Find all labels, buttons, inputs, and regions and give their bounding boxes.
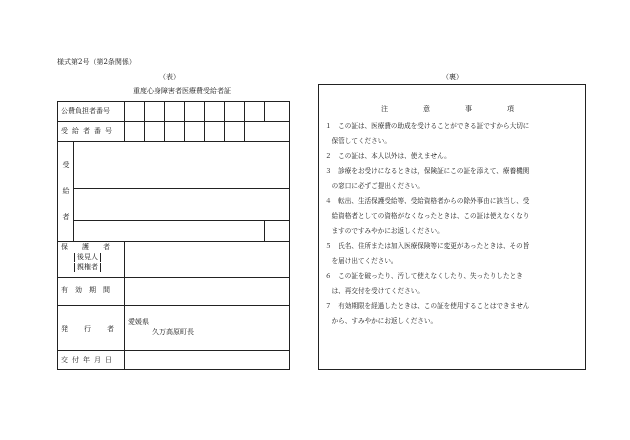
digit-cell-divider (224, 102, 225, 121)
digit-cell-divider (184, 102, 185, 121)
guardian-sub-label-2: 親権者 (74, 263, 101, 272)
issue-date-label: 交付年月日 (61, 356, 116, 364)
back-notes-panel (318, 84, 586, 370)
row-divider (58, 277, 289, 278)
issuer-label: 発行者 (61, 325, 130, 333)
note-line: ３ 診療をお受けになるときは，保険証にこの証を添えて、療養機関 (325, 167, 530, 175)
row-divider (58, 241, 289, 242)
front-form (57, 101, 290, 370)
validity-period-label: 有効期間 (61, 286, 117, 294)
digit-cell-divider (264, 102, 265, 121)
col-divider (124, 102, 125, 141)
note-line: ７ 有効期限を経過したときは、この証を使用することはできません (325, 302, 530, 310)
recipient-char: 給 (62, 187, 70, 195)
guardian-sub-label-1: 後見人 (74, 253, 101, 262)
note-line: ５ 氏名、住所または加入医療保険等に変更があったときは、その旨 (325, 242, 530, 250)
digit-cell-divider (204, 121, 205, 141)
digit-cell-divider (244, 121, 245, 141)
row-divider (73, 188, 289, 189)
note-line: 給資格者としての資格がなくなったときは、この証は使えなくなり (325, 212, 530, 220)
front-side-label: （表） (159, 73, 180, 81)
recipient-label-vertical (61, 160, 71, 222)
row-divider (58, 350, 289, 351)
note-line: ４ 転出、生活保護受給等、受給資格者からの除外事由に該当し、受 (325, 197, 530, 205)
back-side-label: （裏） (442, 73, 463, 81)
recipient-number-text: 受給者番号 (61, 127, 116, 135)
note-line: 保管してください。 (325, 137, 391, 145)
digit-cell-divider (224, 121, 225, 141)
page-title: 重度心身障害者医療費受給者証 (133, 87, 231, 95)
col-divider (264, 220, 265, 241)
digit-cell-divider (144, 102, 145, 121)
digit-cell-divider (164, 121, 165, 141)
note-line: から、すみやかにお返しください。 (325, 317, 438, 325)
col-divider (124, 241, 125, 370)
issuer-mayor: 久万高原町長 (152, 328, 194, 336)
note-line: ６ この証を破ったり、汚して使えなくしたり、失ったりしたとき (325, 272, 523, 280)
digit-cell-divider (204, 102, 205, 121)
row-divider (58, 121, 289, 122)
row-divider (58, 141, 289, 142)
recipient-number-label (61, 127, 120, 136)
form-number: 様式第2号（第2条関係） (57, 58, 136, 66)
digit-cell-divider (184, 121, 185, 141)
note-line: ２ この証は、本人以外は、使えません。 (325, 152, 451, 160)
public-payer-number-label: 公費負担者番号 (61, 107, 110, 115)
note-line: １ この証は、医療費の助成を受けることができる証ですから大切に (325, 122, 530, 130)
note-line: の窓口に必ずご提出ください。 (325, 182, 424, 190)
note-line: は、再交付を受けてください。 (325, 287, 424, 295)
digit-cell-divider (244, 102, 245, 121)
note-line: ますのですみやかにお返しください。 (325, 227, 444, 235)
col-divider (73, 141, 74, 241)
notes-title: 注意事項 (381, 105, 549, 113)
row-divider (58, 305, 289, 306)
digit-cell-divider (144, 121, 145, 141)
guardian-label: 保護者 (61, 243, 124, 251)
row-divider (73, 220, 289, 221)
recipient-char: 受 (62, 161, 70, 169)
issuer-prefecture: 愛媛県 (128, 318, 149, 326)
digit-cell-divider (164, 102, 165, 121)
recipient-char: 者 (62, 213, 70, 221)
note-line: を届け出てください。 (325, 257, 398, 265)
